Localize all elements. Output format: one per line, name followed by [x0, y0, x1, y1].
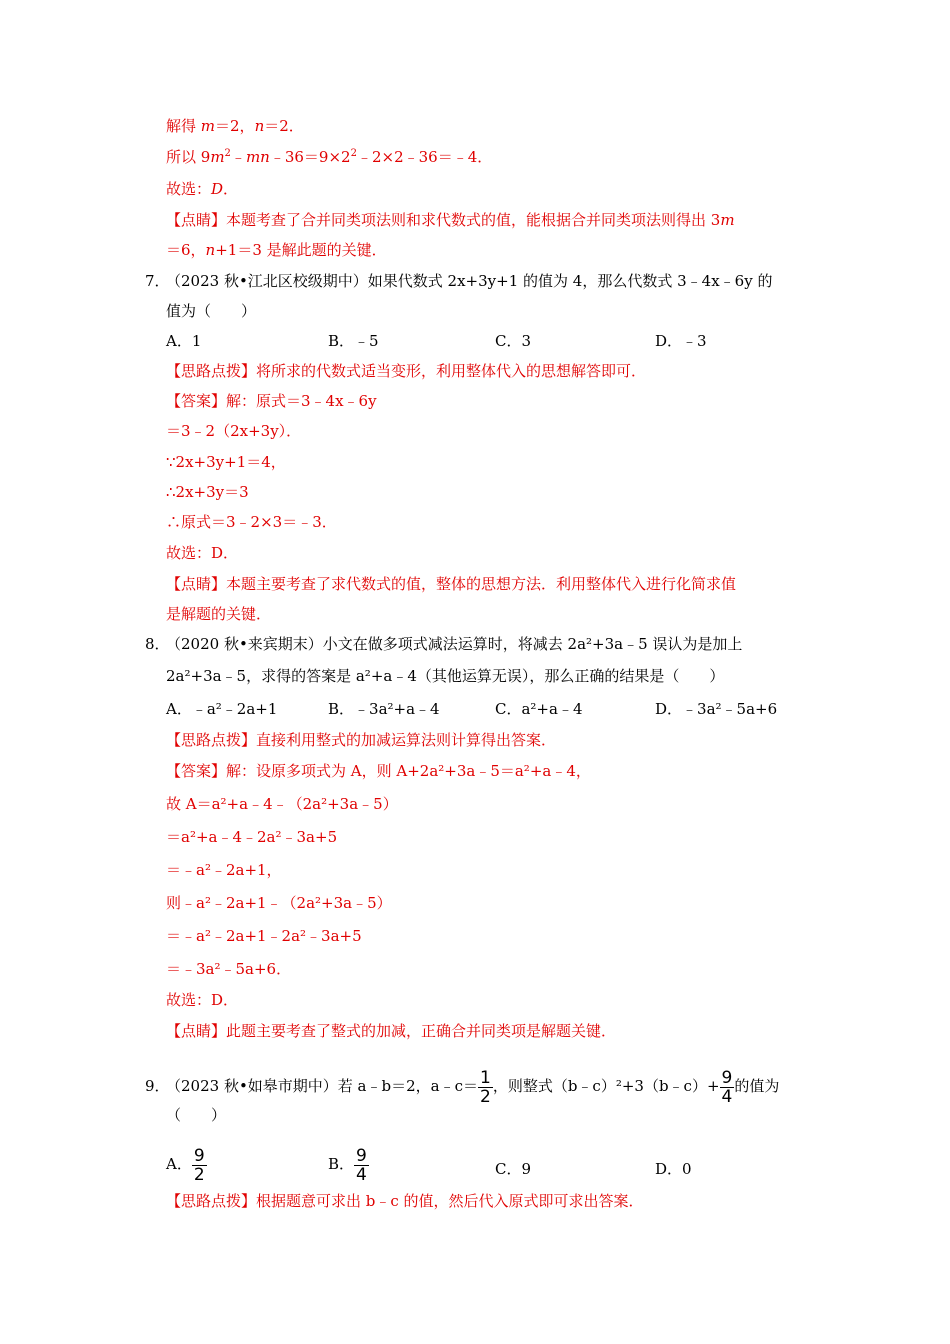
q7-answer-line-2: ＝3﹣2（2x+3y）． — [166, 422, 302, 440]
q7-option-c: C．3 — [495, 332, 532, 350]
q7-hint: 【思路点拨】将所求的代数式适当变形，利用整体代入的思想解答即可． — [166, 362, 647, 380]
q7-answer-line-3: ∵2x+3y+1＝4， — [166, 453, 286, 471]
q8-number: 8． — [145, 635, 170, 653]
q8-option-a: A．﹣a²﹣2a+1 — [166, 700, 278, 718]
q7-stem-line-1: （2023 秋•江北区校级期中）如果代数式 2x+3y+1 的值为 4，那么代数式 3﹣4x﹣6y 的 — [166, 272, 773, 290]
q9-option-b: B． $\frac{9}{4}$ — [328, 1145, 367, 1185]
q8-answer-line-4: ＝﹣a²﹣2a+1， — [166, 861, 282, 879]
q9-fraction-nine-quarters: $\frac{9}{4}$ — [721, 1067, 733, 1107]
q8-note: 【点睛】此题主要考查了整式的加减，正确合并同类项是解题关键． — [166, 1022, 617, 1040]
q7-stem-line-2: 值为（ ） — [166, 302, 257, 320]
q8-answer-line-5: 则﹣a²﹣2a+1﹣（2a²+3a﹣5） — [166, 894, 392, 912]
q7-answer-line-5: ∴原式＝3﹣2×3＝﹣3． — [166, 513, 337, 531]
q7-option-b: B．﹣5 — [328, 332, 379, 350]
q9-hint: 【思路点拨】根据题意可求出 b﹣c 的值，然后代入原式即可求出答案． — [166, 1192, 644, 1210]
q8-answer-line-2: 故 A＝a²+a﹣4﹣（2a²+3a﹣5） — [166, 795, 398, 813]
q8-option-b: B．﹣3a²+a﹣4 — [328, 700, 440, 718]
q8-hint: 【思路点拨】直接利用整式的加减运算法则计算得出答案． — [166, 731, 557, 749]
q9-stem-line-2: （ ） — [166, 1106, 227, 1124]
q8-choice: 故选：D． — [166, 991, 239, 1009]
q6-note-line-2: ＝6，n+1＝3 是解此题的关键． — [166, 241, 387, 259]
q7-option-a: A．1 — [166, 332, 202, 350]
q7-number: 7． — [145, 272, 170, 290]
q6-note-line-1: 【点睛】本题考查了合并同类项法则和求代数式的值，能根据合并同类项法则得出 3m — [166, 211, 735, 229]
q8-answer-line-7: ＝﹣3a²﹣5a+6． — [166, 960, 292, 978]
q7-choice: 故选：D． — [166, 544, 239, 562]
q7-answer-line-4: ∴2x+3y＝3 — [166, 483, 249, 501]
q7-answer-line-1: 【答案】解：原式＝3﹣4x﹣6y — [166, 392, 377, 410]
q8-option-c: C．a²+a﹣4 — [495, 700, 583, 718]
q9-number: 9． — [145, 1077, 170, 1095]
q8-answer-line-3: ＝a²+a﹣4﹣2a²﹣3a+5 — [166, 828, 338, 846]
q8-answer-line-1: 【答案】解：设原多项式为 A，则 A+2a²+3a﹣5＝a²+a﹣4， — [166, 762, 591, 780]
q7-note-line-2: 是解题的关键． — [166, 605, 272, 623]
q6-solution-line-1: 解得 m＝2，n＝2． — [166, 117, 304, 135]
q8-stem-line-2: 2a²+3a﹣5，求得的答案是 a²+a﹣4（其他运算无误），那么正确的结果是（ ） — [166, 667, 725, 685]
q8-answer-line-6: ＝﹣a²﹣2a+1﹣2a²﹣3a+5 — [166, 927, 362, 945]
q9-option-c: C．9 — [495, 1160, 532, 1178]
q9-stem-line-1: （2023 秋•如皋市期中）若 a﹣b＝2，a﹣c＝ $\frac{1}{2}$ ，则整式（b﹣c）²+3（b﹣c）+ $\frac{9}{4}$ 的值为 — [166, 1067, 780, 1107]
q9-option-d: D．0 — [655, 1160, 692, 1178]
q8-option-d: D．﹣3a²﹣5a+6 — [655, 700, 778, 718]
q8-stem-line-1: （2020 秋•来宾期末）小文在做多项式减法运算时，将减去 2a²+3a﹣5 误认为是加上 — [166, 635, 743, 653]
q9-fraction-one-half: $\frac{1}{2}$ — [480, 1067, 491, 1107]
q7-option-d: D．﹣3 — [655, 332, 707, 350]
q9-option-a: A． $\frac{9}{2}$ — [166, 1145, 205, 1185]
q6-solution-line-2: 所以 $9m^2﹣mn﹣36=9\times 2^2﹣2\times 2﹣36=﹣4$． — [166, 148, 493, 166]
q6-choice: 故选：D． — [166, 180, 239, 198]
q7-note-line-1: 【点睛】本题主要考查了求代数式的值，整体的思想方法．利用整体代入进行化简求值 — [166, 575, 737, 593]
